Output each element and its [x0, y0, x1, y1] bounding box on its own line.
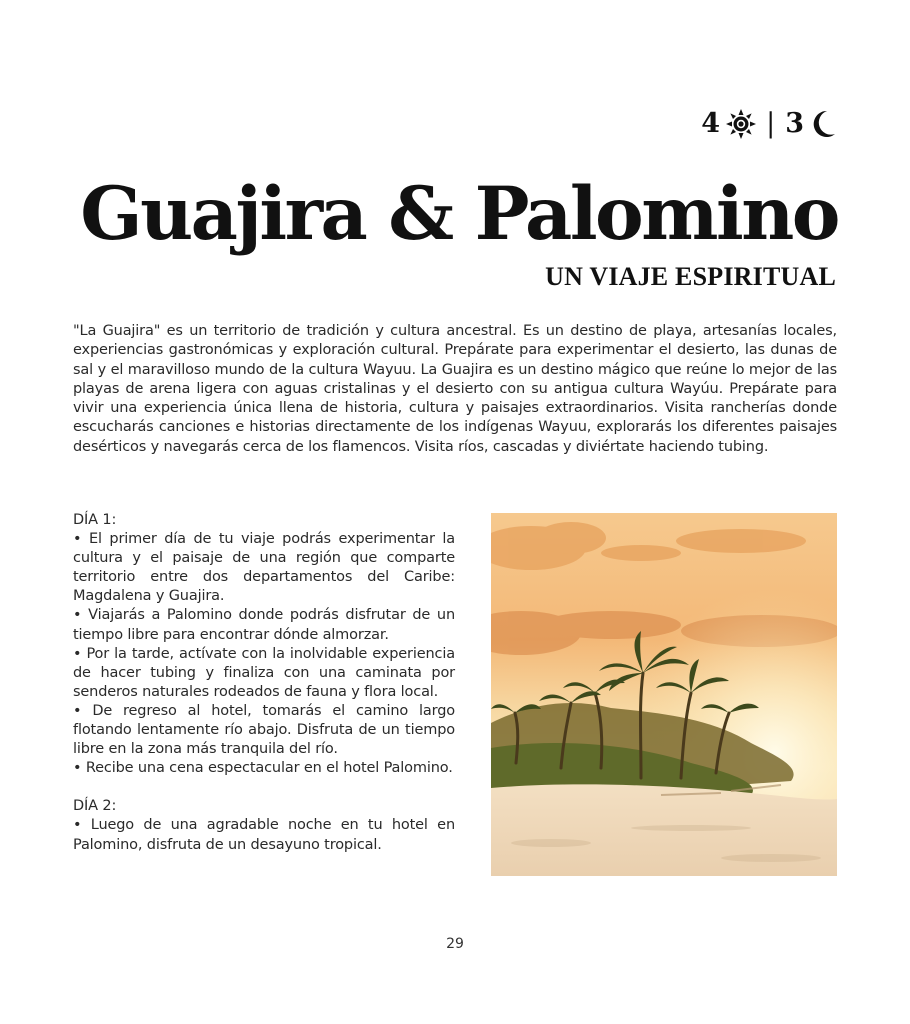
itinerary-item: • Recibe una cena espectacular en el hotel Palomino. [73, 760, 453, 777]
itinerary-item: • Luego de una agradable noche en tu hotel en Palomino, disfruta de un desayuno tropical. [73, 817, 455, 853]
itinerary [73, 511, 455, 855]
itinerary-item: • Por la tarde, actívate con la inolvidable experiencia de hacer tubing y finaliza con una caminata por senderos naturales rodeados de fauna y flora local. [73, 645, 455, 700]
itinerary-item: • El primer día de tu viaje podrás experimentar la cultura y el paisaje de una región que comparte territorio entre dos departamentos del Caribe: Magdalena y Guajira. [73, 531, 455, 605]
day-title: DÍA 1: [73, 512, 117, 528]
page-title: Guajira & Palomino [80, 171, 838, 257]
spacer [73, 778, 455, 797]
itinerary-item: • Viajarás a Palomino donde podrás disfrutar de un tiempo libre para encontrar dónde almorzar. [73, 607, 455, 643]
duration-separator: | [766, 108, 776, 139]
sun-icon [726, 109, 756, 139]
nights-count: 3 [785, 108, 804, 139]
trip-duration [701, 108, 836, 139]
days-count: 4 [701, 108, 721, 139]
page-subtitle: UN VIAJE ESPIRITUAL [545, 262, 836, 291]
itinerary-item: • De regreso al hotel, tomarás el camino largo flotando lentamente río abajo. Disfruta de un tiempo libre en la zona más tranquila del río. [73, 702, 455, 758]
day-title: DÍA 2: [73, 798, 117, 815]
page-number: 29 [446, 936, 464, 952]
intro-paragraph: "La Guajira" es un territorio de tradición y cultura ancestral. Es un destino de playa, artesanías locales, experiencias gastronómicas y exploración cultural. Prepárate para experimentar el desierto, las dunas de sal y el maravilloso mundo de la cultura Wayuu. La Guajira es un destino mágico que reúne lo mejor de las playas de arena ligera con aguas cristalinas y el desierto con su antigua cultura Wayúu. Prepárate para vivir una experiencia única llena de historia, cultura y paisajes extraordinarios. Visita rancherías donde escucharás canciones e historias directamente de los indígenas Wayuu, explorarás los diferentes paisajes desérticos y navegarás cerca de los flamencos. Visita ríos, cascadas y diviértate haciendo tubing. [73, 323, 837, 455]
beach-photo [491, 513, 837, 876]
moon-icon [810, 109, 836, 139]
